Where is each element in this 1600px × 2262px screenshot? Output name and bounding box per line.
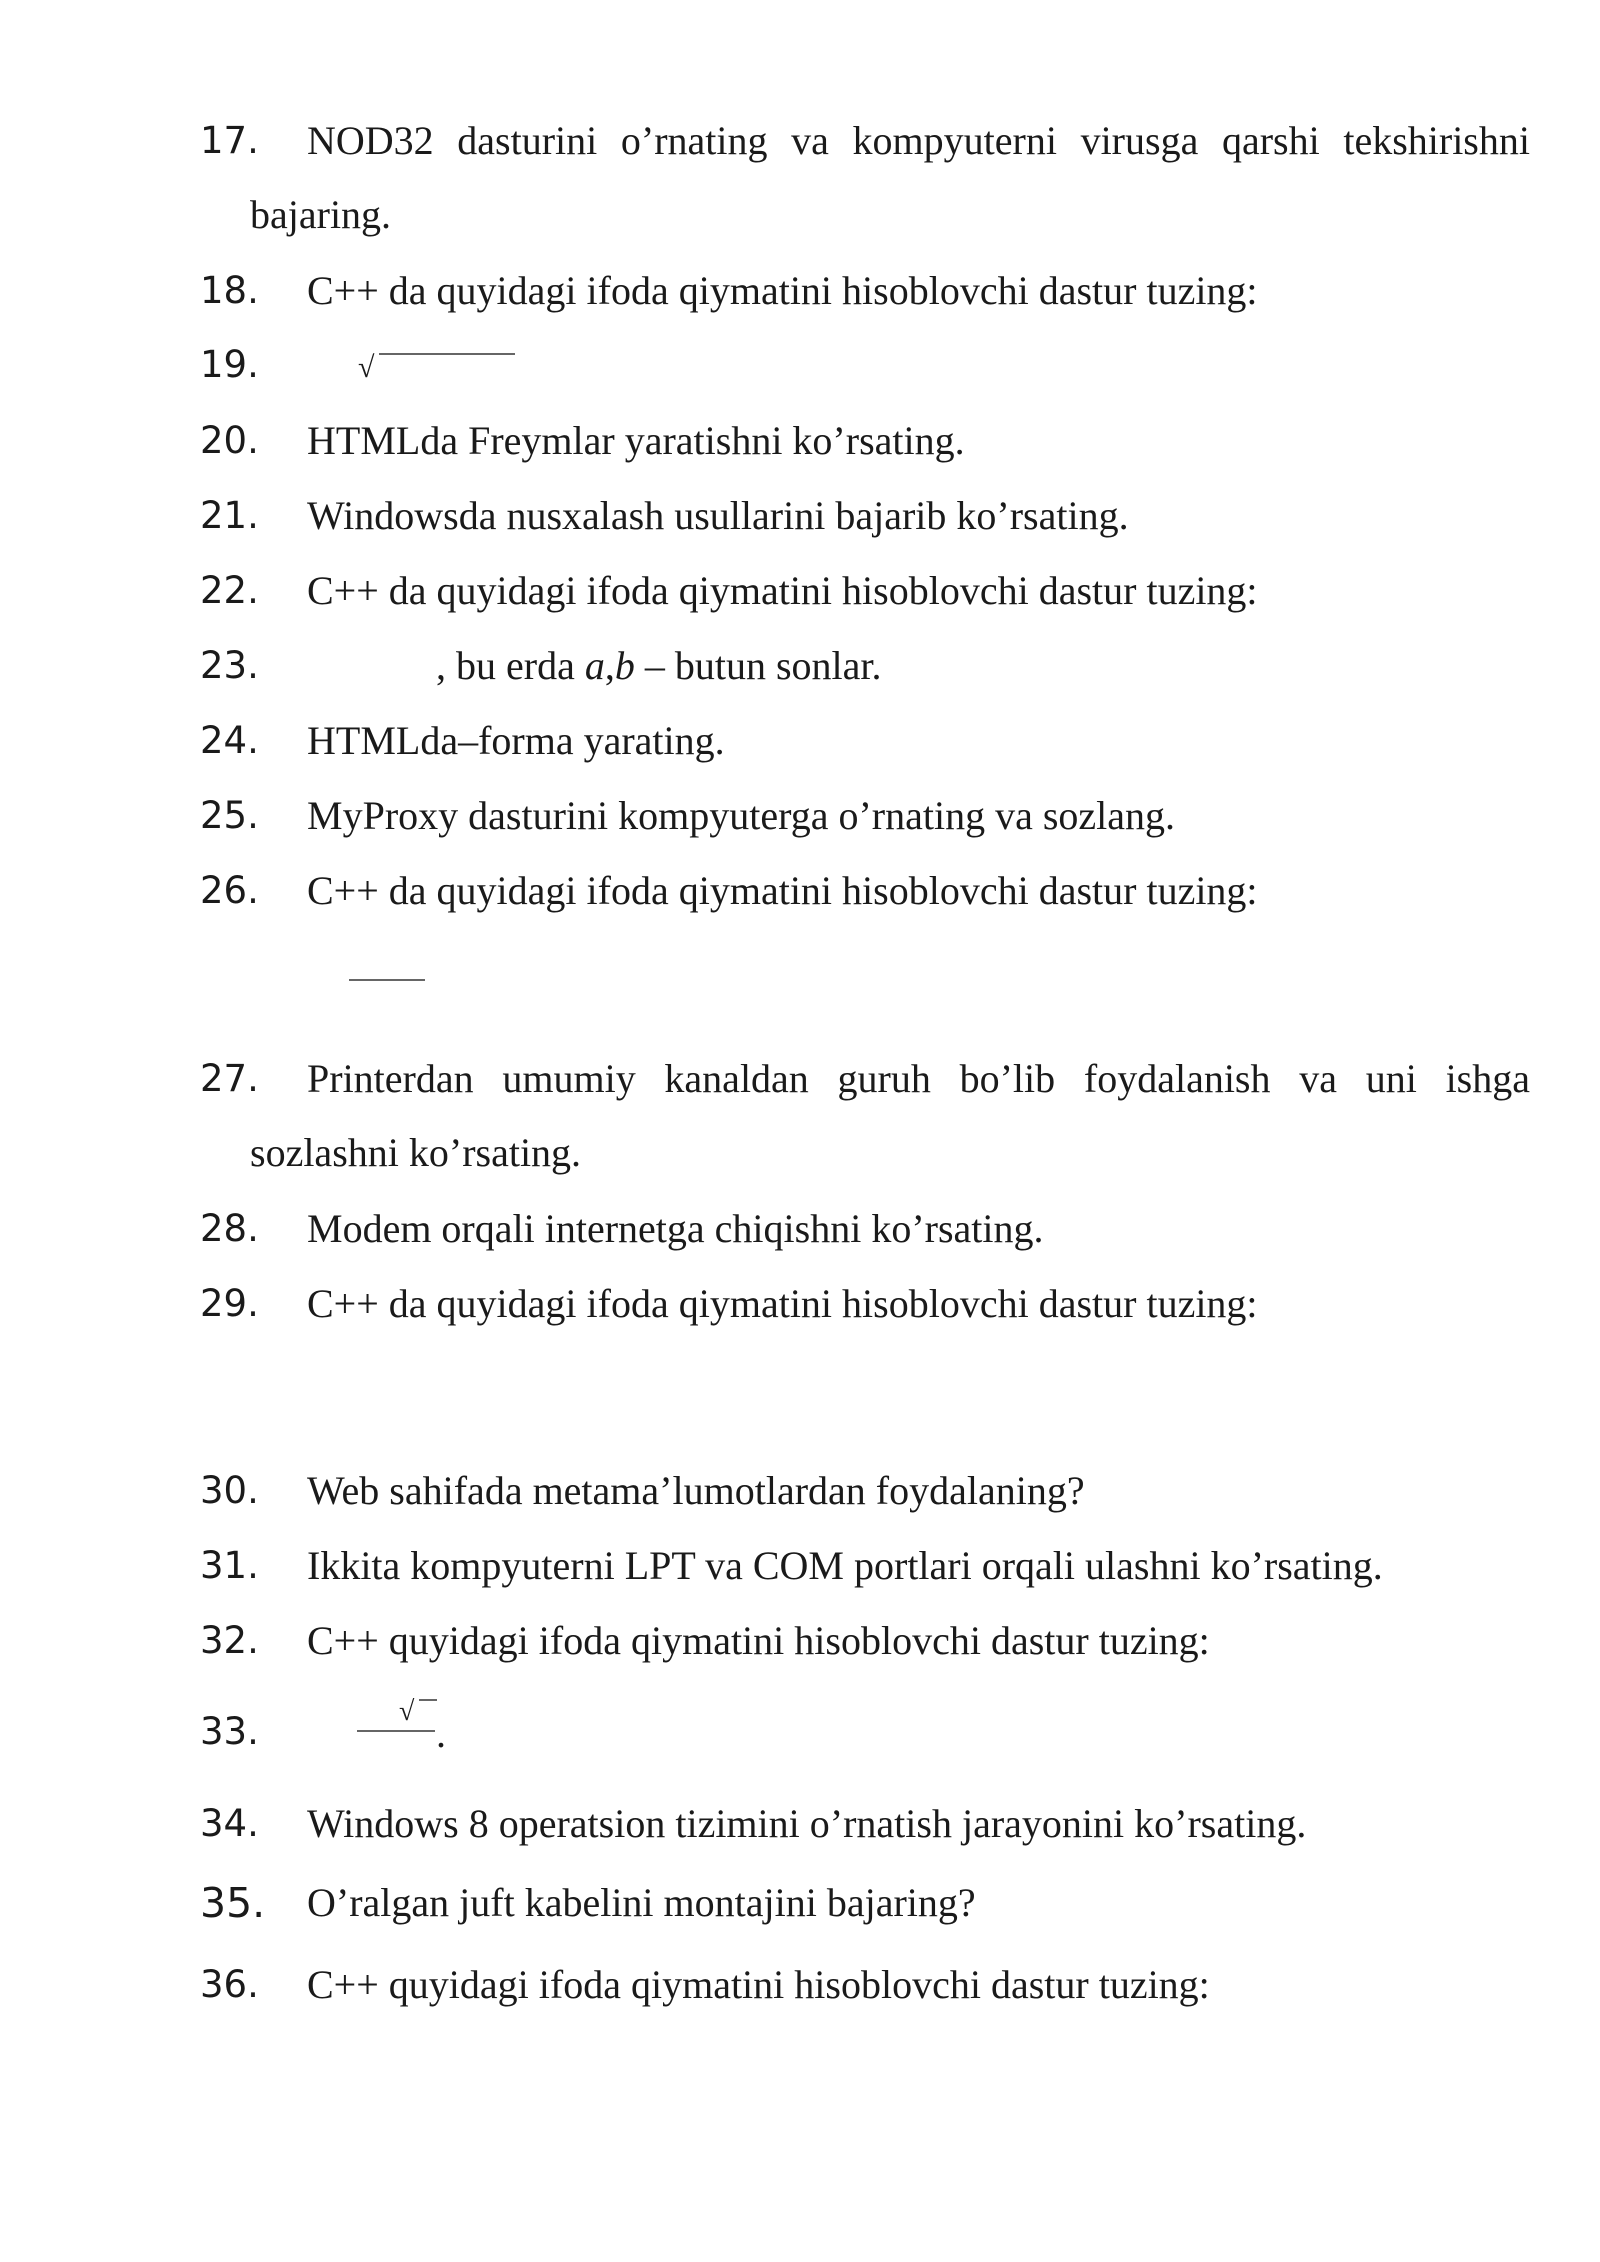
item-number: 19. [200, 343, 259, 386]
list-item-25 [200, 779, 1530, 853]
list-item-34 [200, 1787, 1530, 1861]
item-text [200, 629, 1530, 703]
list-item-36 [200, 1948, 1530, 2022]
item-number: 29. [200, 1282, 259, 1325]
item-text-line1: NOD32 dasturini o’rnating va kompyuterni virusga qarshi tekshirishni [307, 118, 1530, 163]
item-number: 27. [200, 1057, 259, 1100]
list-item-28 [200, 1192, 1530, 1266]
list-item-22 [200, 554, 1530, 628]
item-text-line2: bajaring. [250, 192, 392, 237]
item-number: 26. [200, 869, 259, 912]
item-text: C++ quyidagi ifoda qiymatini hisoblovchi dastur tuzing: [307, 1962, 1210, 2007]
list-item-20 [200, 404, 1530, 478]
item-text: Windows 8 operatsion tizimini o’rnatish jarayonini ko’rsating. [307, 1801, 1307, 1846]
variable-b: b [614, 643, 635, 688]
item-text: Windowsda nusxalash usullarini bajarib ko’rsating. [307, 493, 1129, 538]
item-number: 18. [200, 269, 259, 312]
item-text: Web sahifada metama’lumotlardan foydalaning? [307, 1468, 1085, 1513]
item-number: 34. [200, 1802, 259, 1845]
list-item-26 [200, 854, 1530, 928]
list-item-30 [200, 1454, 1530, 1528]
item-text: C++ da quyidagi ifoda qiymatini hisoblovchi dastur tuzing: [307, 268, 1258, 313]
list-item-32 [200, 1604, 1530, 1678]
item-text-line2: sozlashni ko’rsating. [250, 1130, 582, 1175]
item-text: C++ da quyidagi ifoda qiymatini hisoblovchi dastur tuzing: [307, 1281, 1258, 1326]
item-number: 17. [200, 119, 259, 162]
item-number: 32. [200, 1619, 259, 1662]
item-number: 22. [200, 569, 259, 612]
text-prefix: , bu erda [436, 643, 585, 688]
list-item-23 [200, 629, 1530, 703]
item-number: 24. [200, 719, 259, 762]
list-item-17 [200, 104, 1530, 252]
formula-period: . [436, 1711, 446, 1756]
item-text: HTMLda–forma yarating. [307, 718, 725, 763]
radical-sign: √ [358, 351, 375, 384]
item-number: 23. [200, 644, 259, 687]
item-number: 20. [200, 419, 259, 462]
item-text: HTMLda Freymlar yaratishni ko’rsating. [307, 418, 965, 463]
list-item-24 [200, 704, 1530, 778]
item-text: Modem orqali internetga chiqishni ko’rsating. [307, 1206, 1044, 1251]
comma: , [604, 643, 615, 688]
radical-sign: √ [399, 1696, 415, 1727]
item-number: 30. [200, 1469, 259, 1512]
list-item-35 [200, 1866, 1530, 1940]
list-item-31 [200, 1529, 1530, 1603]
item-text: Ikkita kompyuterni LPT va COM portlari orqali ulashni ko’rsating. [307, 1543, 1383, 1588]
item-number: 25. [200, 794, 259, 837]
formula-placeholder [355, 1685, 475, 1755]
text-suffix: – butun sonlar. [634, 643, 882, 688]
radical-overline [355, 336, 525, 396]
list-item-29 [200, 1267, 1530, 1341]
item-number: 35. [200, 1879, 266, 1927]
item-number: 31. [200, 1544, 259, 1587]
list-item-21 [200, 479, 1530, 553]
item-number: 21. [200, 494, 259, 537]
item-text: C++ da quyidagi ifoda qiymatini hisoblovchi dastur tuzing: [307, 568, 1258, 613]
item-text: MyProxy dasturini kompyuterga o’rnating va sozlang. [307, 793, 1176, 838]
variable-a: a [584, 643, 605, 688]
fraction-graphics [355, 1685, 475, 1755]
item-text: C++ quyidagi ifoda qiymatini hisoblovchi dastur tuzing: [307, 1618, 1210, 1663]
item-number: 33. [200, 1710, 259, 1753]
fraction-bar [345, 975, 430, 985]
list-item-27 [200, 1042, 1530, 1190]
item-number: 36. [200, 1963, 259, 2006]
item-text: C++ da quyidagi ifoda qiymatini hisoblovchi dastur tuzing: [307, 868, 1258, 913]
item-text: O’ralgan juft kabelini montajini bajaring? [307, 1880, 976, 1925]
list-item-18 [200, 254, 1530, 328]
item-number: 28. [200, 1207, 259, 1250]
item-text-line1: Printerdan umumiy kanaldan guruh bo’lib foydalanish va uni ishga [307, 1056, 1530, 1101]
